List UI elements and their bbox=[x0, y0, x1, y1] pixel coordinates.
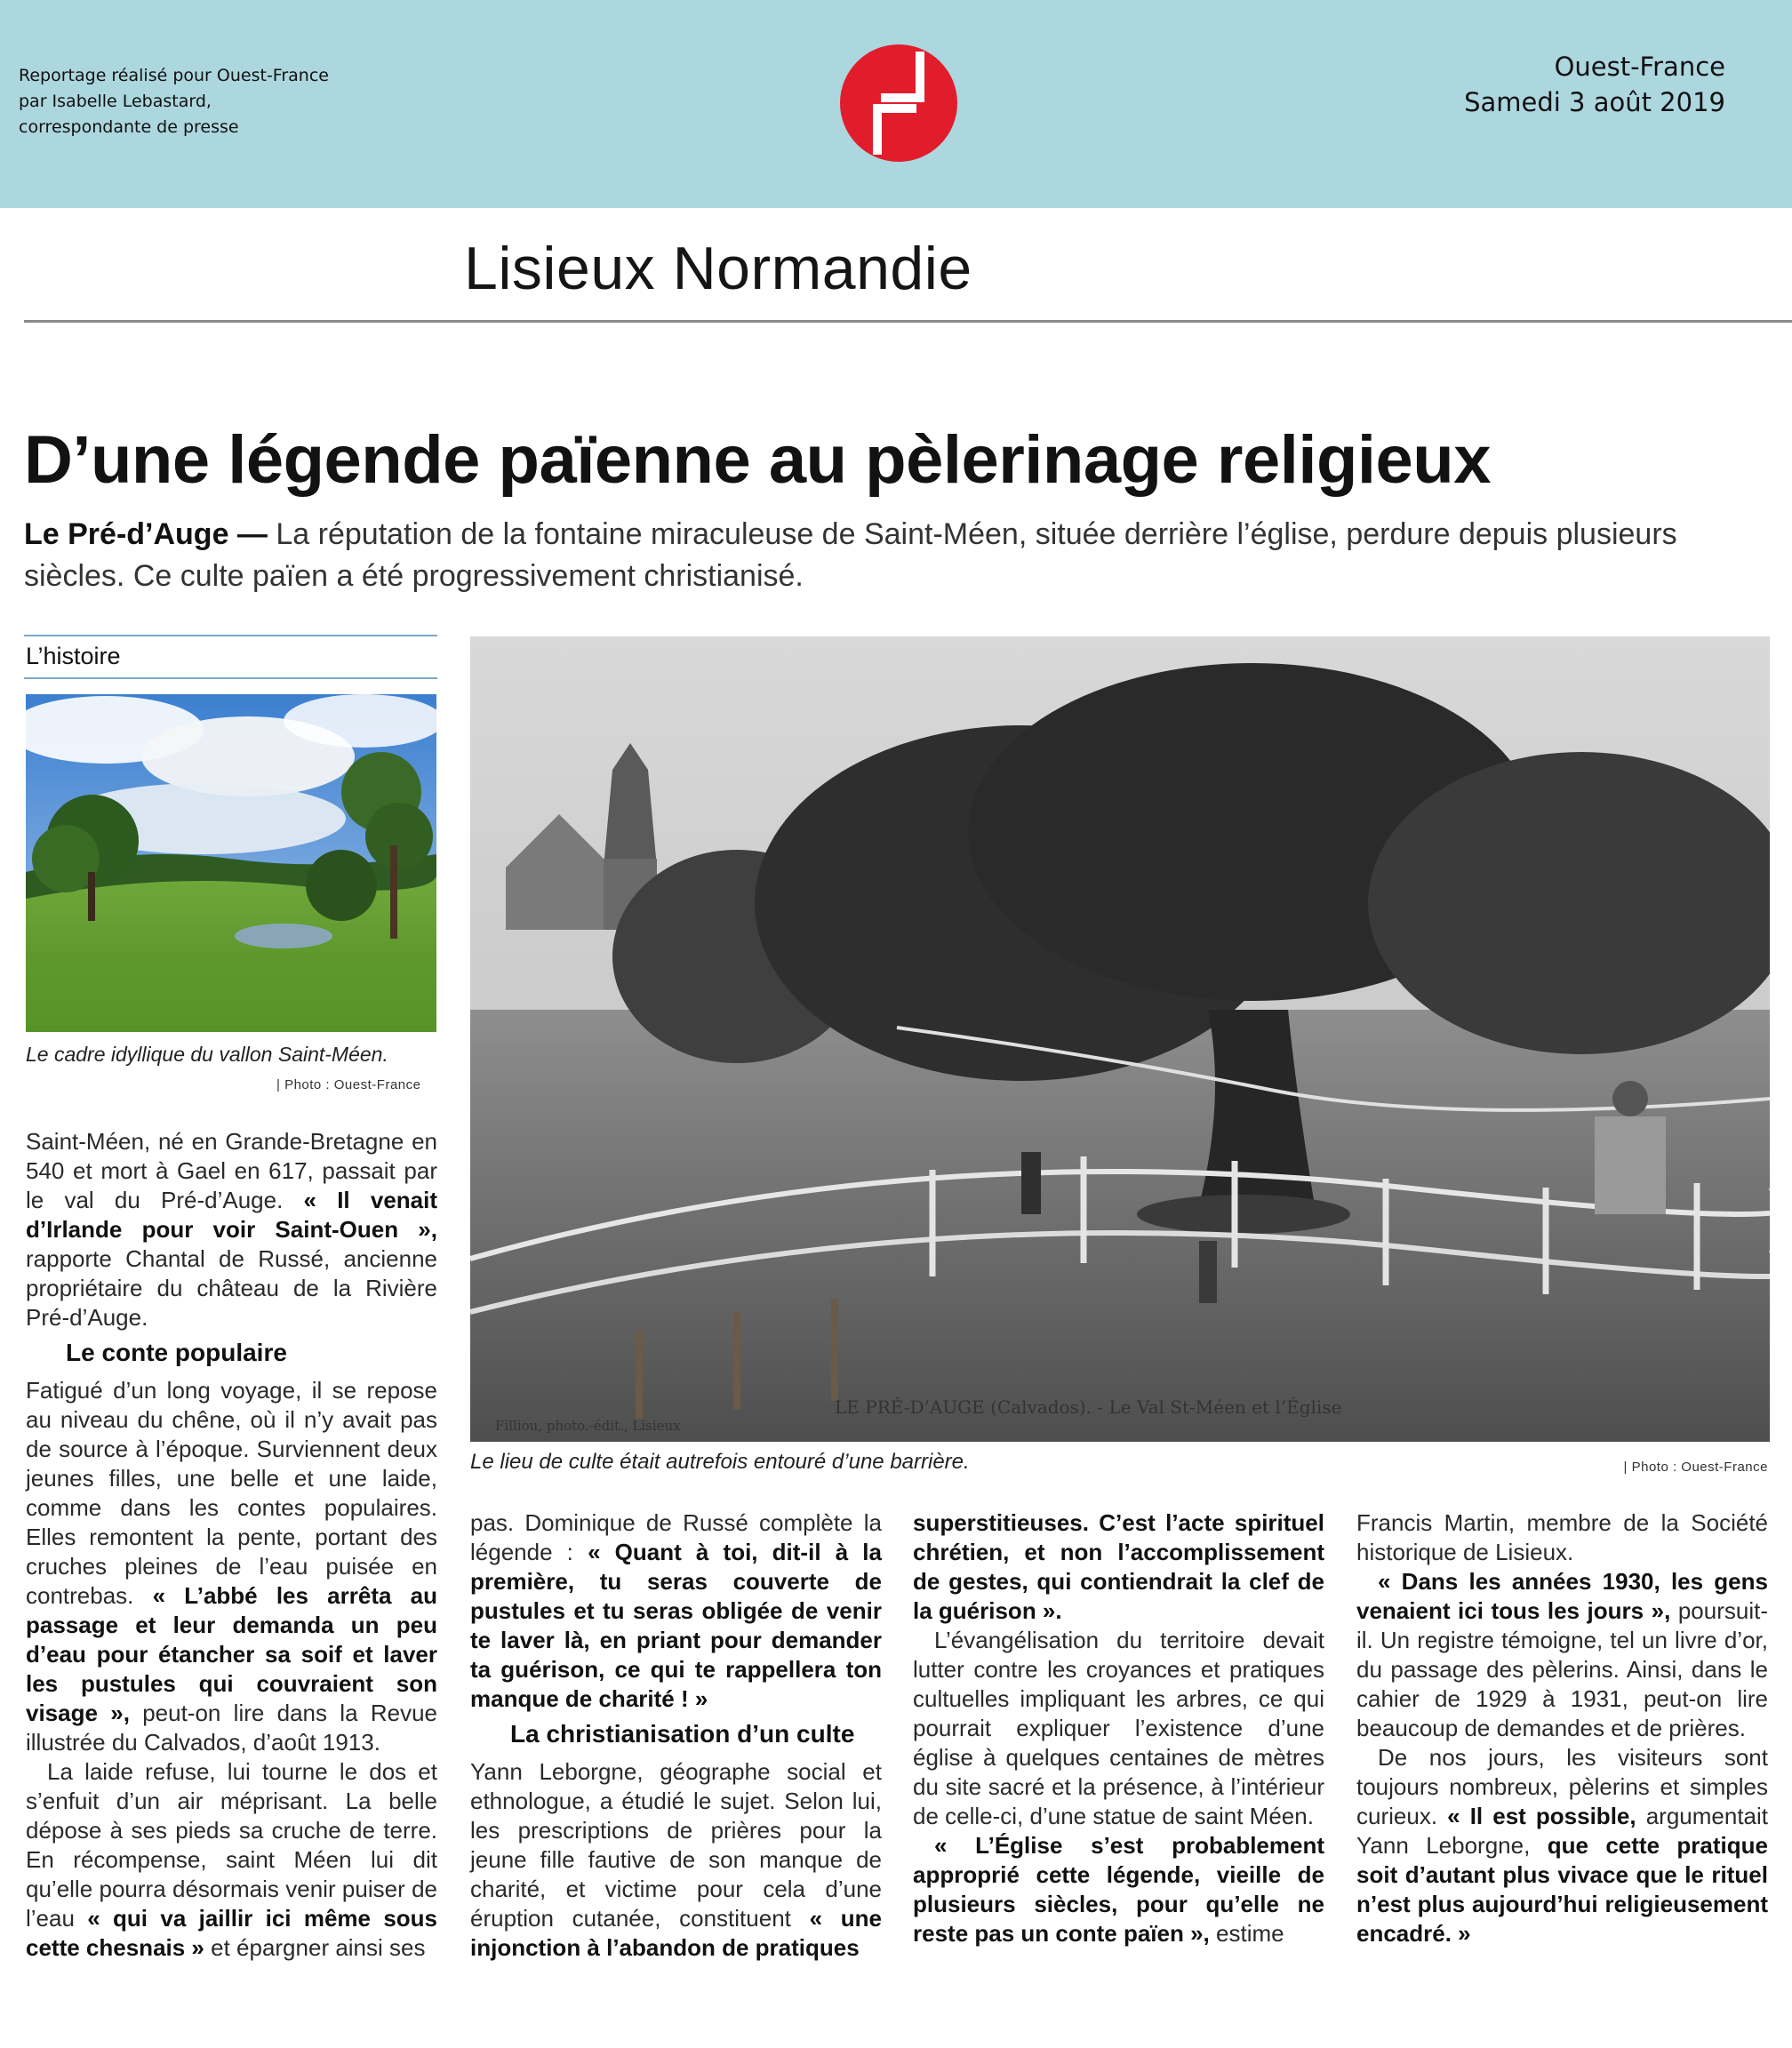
publication-info bbox=[1464, 49, 1725, 120]
credit-line: Reportage réalisé pour Ouest-France bbox=[19, 66, 329, 85]
postcard-photo bbox=[470, 636, 1770, 1442]
headline: D’une légende païenne au pèlerinage religieux bbox=[24, 422, 1491, 498]
text-run: et épargner ainsi ses bbox=[204, 1934, 426, 1961]
paragraph bbox=[1356, 1743, 1768, 1948]
text-run: peut-on lire dans la Revue illustrée du Calvados, d’août 1913. bbox=[26, 1700, 437, 1756]
postcard-title: LE PRÉ-D’AUGE (Calvados). - Le Val St-Méen et l’Église bbox=[835, 1396, 1342, 1418]
chapo bbox=[24, 514, 1766, 597]
credit-line: correspondante de presse bbox=[19, 117, 239, 137]
chapo-place: Le Pré-d’Auge — bbox=[24, 517, 268, 551]
article-column-4 bbox=[1356, 1508, 1768, 1948]
text-run: L’évangélisation du territoire devait lutter contre les croyances et pratiques cultuelles impliquant les arbres, ce qui pourrait expliquer l’existence d’une église à quelques centaines de mètres du site sacré et la présence, à l’intérieur de celle-ci, d’une statue de saint Méen. bbox=[913, 1627, 1324, 1829]
paragraph bbox=[26, 1127, 437, 1332]
photo1-credit: | Photo : Ouest-France bbox=[276, 1077, 421, 1092]
photo1-caption: Le cadre idyllique du vallon Saint-Méen. bbox=[26, 1043, 388, 1066]
paragraph bbox=[470, 1757, 882, 1963]
ouest-france-logo bbox=[840, 44, 957, 162]
paragraph bbox=[26, 1376, 437, 1757]
text-run: Francis Martin, membre de la Société historique de Lisieux. bbox=[1356, 1509, 1768, 1565]
text-run: estime bbox=[1209, 1920, 1284, 1947]
postcard-image bbox=[470, 636, 1770, 1442]
quote-run: « Dans les années 1930, les gens venaient ici tous les jours », bbox=[1356, 1568, 1768, 1624]
subheading: La christianisation d’un culte bbox=[510, 1720, 855, 1748]
postcard-publisher: Filliou, photo.-édit., Lisieux bbox=[495, 1418, 681, 1434]
quote-run: « L’abbé les arrêta au passage et leur demanda un peu d’eau pour étancher sa soif et laver les pustules qui couvraient son visage », bbox=[26, 1582, 437, 1726]
photo2-caption: Le lieu de culte était autrefois entouré d’une barrière. bbox=[470, 1450, 970, 1474]
quote-run: « Il venait d’Irlande pour voir Saint-Ouen », bbox=[26, 1187, 437, 1243]
article-column-3 bbox=[913, 1508, 1324, 1948]
article-column-1 bbox=[26, 1127, 437, 1963]
text-run: poursuit-il. Un registre témoigne, tel un livre d’or, du passage des pèlerins. Ainsi, dans le cahier de 1929 à 1931, peut-on lire beaucoup de demandes et de prières. bbox=[1356, 1597, 1768, 1741]
credit-line: par Isabelle Lebastard, bbox=[19, 92, 212, 111]
reportage-credit bbox=[19, 63, 329, 140]
vallon-photo bbox=[26, 694, 436, 1032]
publication-date: Samedi 3 août 2019 bbox=[1464, 87, 1725, 117]
quote-run: « qui va jaillir ici même sous cette chesnais » bbox=[26, 1905, 438, 1961]
text-run: La laide refuse, lui tourne le dos et s’enfuit d’un air méprisant. La belle dépose à ses pieds sa cruche de terre. En récompense, saint Méen lui dit qu’elle pourra désormais venir puiser de l’eau bbox=[26, 1758, 437, 1932]
paragraph bbox=[470, 1508, 882, 1714]
paragraph bbox=[1356, 1508, 1768, 1567]
quote-run: « Quant à toi, dit-il à la première, tu seras couverte de pustules et tu seras obligée de venir te laver là, en priant pour demander ta guérison, ce qui te rappellera ton manque de charité ! » bbox=[470, 1539, 882, 1712]
section-title: Lisieux Normandie bbox=[464, 235, 972, 302]
chapo-text: La réputation de la fontaine miraculeuse de Saint-Méen, située derrière l’église, perdure depuis plusieurs siècles. Ce culte païen a été progressivement christianisé. bbox=[24, 517, 1677, 593]
box-label: L’histoire bbox=[26, 643, 121, 669]
quote-run: « une injonction à l’abandon de pratiques bbox=[470, 1905, 882, 1961]
text-run: Fatigué d’un long voyage, il se repose au niveau du chêne, où il n’y avait pas de source à l’époque. Surviennent deux jeunes filles, une belle et une laide, comme dans les contes populaires. Elles remontent la pente, portant des cruches pleines de l’eau puisée en contrebas. bbox=[26, 1377, 437, 1609]
text-run: argumentait Yann Leborgne, bbox=[1356, 1803, 1769, 1859]
paragraph bbox=[1356, 1567, 1768, 1743]
paragraph bbox=[913, 1626, 1324, 1831]
paragraph bbox=[26, 1757, 437, 1963]
text-run: rapporte Chantal de Russé, ancienne propriétaire du château de la Rivière Pré-d’Auge. bbox=[26, 1245, 437, 1331]
publication-name: Ouest-France bbox=[1554, 52, 1725, 82]
header-band bbox=[0, 0, 1792, 208]
photo2-credit: | Photo : Ouest-France bbox=[1623, 1460, 1768, 1475]
subheading: Le conte populaire bbox=[66, 1339, 287, 1366]
quote-run: superstitieuses. C’est l’acte spirituel chrétien, et non l’accomplissement de gestes, qui contiendrait la clef de la guérison ». bbox=[913, 1509, 1324, 1624]
quote-run: que cette pratique soit d’autant plus vivace que le rituel n’est plus aujourd’hui religieusement encadré. » bbox=[1356, 1832, 1768, 1947]
box-rule-bottom bbox=[24, 677, 437, 679]
section-rule bbox=[24, 320, 1792, 323]
text-run: De nos jours, les visiteurs sont toujours nombreux, pèlerins et simples curieux. bbox=[1356, 1744, 1768, 1829]
box-rule-top bbox=[24, 635, 437, 636]
text-run: Yann Leborgne, géographe social et ethnologue, a étudié le sujet. Selon lui, les prescriptions de prières pour la jeune fille fautive de son manque de charité, et victime pour cela d’une éruption cutanée, constituent bbox=[470, 1758, 882, 1932]
quote-run: « L’Église s’est probablement approprié cette légende, vieille de plusieurs siècles, pour qu’elle ne reste pas un conte païen », bbox=[913, 1832, 1324, 1947]
text-run: Saint-Méen, né en Grande-Bretagne en 540 et mort à Gael en 617, passait par le val du Pré-d’Auge. bbox=[26, 1128, 437, 1213]
text-run: pas. Dominique de Russé complète la légende : bbox=[470, 1509, 882, 1565]
paragraph bbox=[913, 1831, 1324, 1948]
article-column-2 bbox=[470, 1508, 882, 1963]
paragraph bbox=[913, 1508, 1324, 1626]
quote-run: « Il est possible, bbox=[1447, 1803, 1636, 1829]
